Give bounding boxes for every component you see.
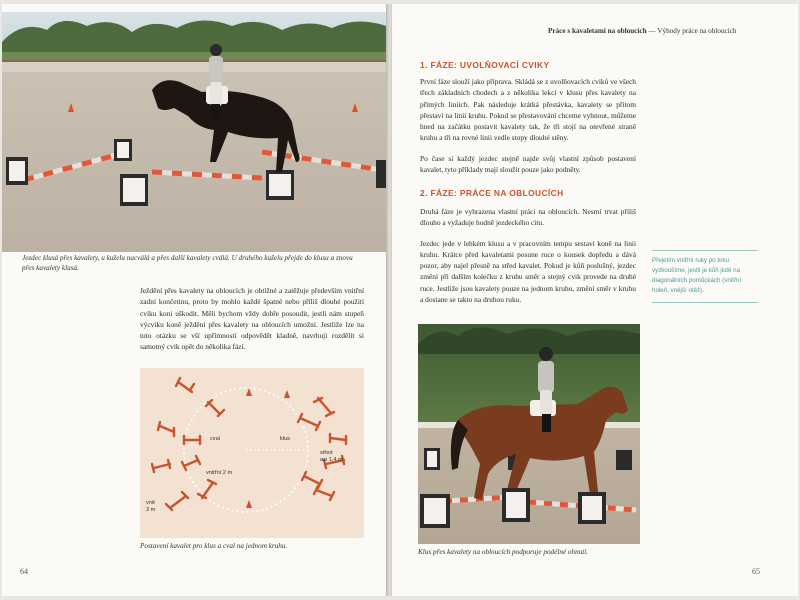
page-number-left: 64 (20, 567, 28, 576)
running-head (548, 27, 737, 35)
heading-phase-1: 1. FÁZE: UVOLŇOVACÍ CVIKY (420, 60, 550, 70)
cavaletti-circle-diagram (140, 368, 364, 538)
diagram-label-canter: cval (210, 436, 220, 442)
left-page (2, 4, 386, 596)
arena-photo-bottom-image (418, 324, 640, 544)
running-head-separator: — (648, 27, 656, 35)
diagram-label-middle-name: střed (320, 450, 333, 456)
bottom-photo-caption: Klus přes kavalety na obloucích podporuje podélné ohnutí. (418, 548, 589, 556)
top-photo-caption: Jezdec klusá přes kavalety, u kuželu nacválá a přes další kavalety cválá. U druhého kuželu přejde do klusu a znovu přes kavalety klusá. (22, 254, 353, 272)
diagram-label-inner: vnitřní 2 m (206, 470, 233, 476)
diagram-label-middle-value: asi 1,4 m (320, 456, 343, 463)
running-head-subtitle: Výhody práce na obloucích (657, 27, 737, 35)
arena-photo-image (2, 12, 386, 252)
paragraph-1: První fáze slouží jako příprava. Skládá se z uvolňovacích cviků ve všech třech základních chodech a z několika lekcí v klusu přes kavalety na přímých liniích. Pak následuje krátká přestávka, kavalety se přitom přestaví na linii kruhu. Pokud se přestavování chceme vyhnout, můžeme hned na začátku postavit kavalety tak, že tři stojí na otevřené straně kruhu a tři na rovné linii vedle stopy dlouhé stěny. (420, 77, 636, 143)
paragraph-4: Jezdec jede v lehkém klusu a v pracovním tempu sestaví koně na linii kruhu. Krátce před kavaletami posune ruce o kousek dopředu a dává pozor, aby najel přesně na střed kavalet. Pokud je kůň poslušný, jezdec změní při dalším kolečku z kruhu směr a stejný cvik provede na druhé ruce. Jestliže jsou kavalety pouze na jednom kruhu, změní směr v kruhu a dostane se takto na druhou ruku. (420, 238, 636, 304)
paragraph-3: Druhá fáze je vyhrazena vlastní práci na obloucích. Nesmí trvat příliš dlouho a vyžaduje hodně jezdeckého citu. (420, 207, 636, 228)
diagram-label-outer-name: vně (146, 500, 156, 506)
diagram-label-outer (146, 500, 155, 513)
right-body-text-2 (420, 206, 636, 314)
paragraph-2: Po čase si každý jezdec stejně najde svůj vlastní způsob postavení kavalet, tyto příklady mají sloužit pouze jako podněty. (420, 153, 636, 174)
right-page (392, 4, 798, 596)
arena-photo-top (2, 12, 386, 252)
sidebar-note: Přejetím vnitřní ruky po krku vyzkoušíme, jestli je kůň jistě na diagonálních pomůckách (vnitřní holeň, vnější otěž). (652, 250, 758, 303)
running-head-title: Práce s kavaletami na obloucích (548, 27, 647, 35)
diagram-label-middle (320, 450, 343, 463)
page-number-right: 65 (752, 567, 760, 576)
heading-phase-2: 2. FÁZE: PRÁCE NA OBLOUCÍCH (420, 188, 564, 198)
diagram-label-outer-value: 3 m (146, 506, 156, 513)
diagram-caption: Postavení kavalet pro klus a cval na jednom kruhu. (140, 542, 288, 550)
left-body-paragraph: Ježdění přes kavalety na obloucích je obtížné a zatěžuje především vnitřní zadní končetinu, proto by mohlo každé špatné nebo příliš dlouhé použití cviku koni uškodit. Měli bychom vždy dobře posoudit, jestli nám stupeň výcviku koně ježdění přes kavalety na obloucích umožní. Jestliže lze na tuto otázku se vší upřímností odpovědět kladně, navrhuji rozdělit si samotný cvik opět do několika fází. (140, 286, 364, 352)
diagram-label-trot: klus (280, 436, 290, 442)
arena-photo-bottom (418, 324, 640, 544)
right-body-text-1 (420, 76, 636, 184)
